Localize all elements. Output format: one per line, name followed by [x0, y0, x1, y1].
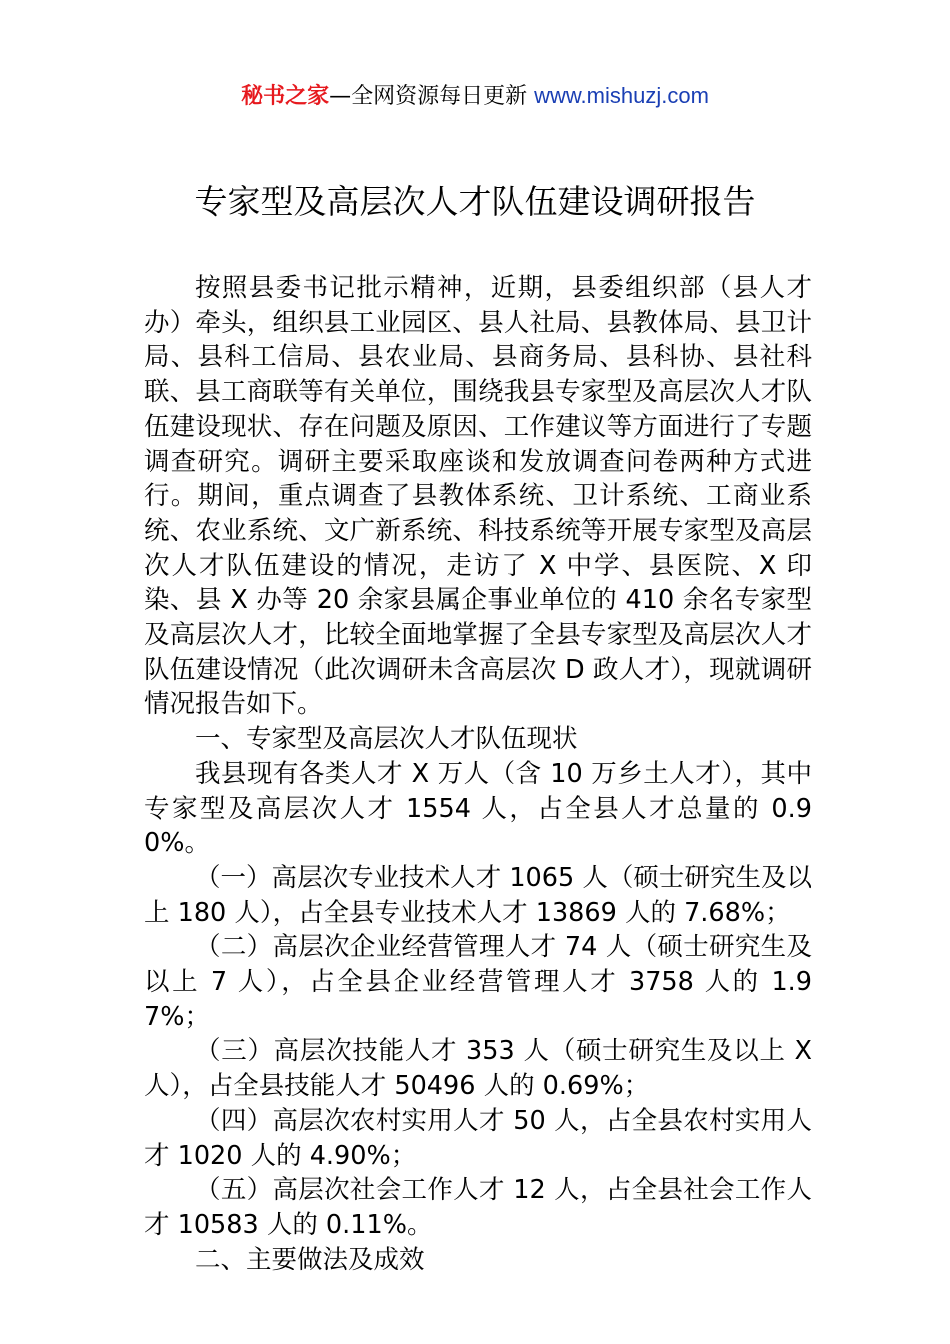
- overview-paragraph: 我县现有各类人才 X 万人（含 10 万乡土人才），其中专家型及高层次人才 1554 人，占全县人才总量的 0.90%。: [144, 758, 812, 859]
- intro-paragraph: 按照县委书记批示精神，近期，县委组织部（县人才办）牵头，组织县工业园区、县人社局、县教体局、县卫计局、县科工信局、县农业局、县商务局、县科协、县社科联、县工商联等有关单位，围绕我县专家型及高层次人才队伍建设现状、存在问题及原因、工作建议等方面进行了专题调查研究。调研主要采取座谈和发放调查问卷两种方式进行。期间，重点调查了县教体系统、卫计系统、工商业系统、农业系统、文广新系统、科技系统等开展专家型及高层次人才队伍建设的情况，走访了 X 中学、县医院、X 印染、县 X 办等 20 余家县属企事业单位的 410 余名专家型及高层次人才，比较全面地掌握了全县专家型及高层次人才队伍建设情况（此次调研未含高层次 D 政人才），现就调研情况报告如下。: [144, 273, 812, 720]
- document-body: [144, 271, 812, 1277]
- section-heading-status: 一、专家型及高层次人才队伍现状: [195, 724, 578, 755]
- list-item-social-work-talent: （五）高层次社会工作人才 12 人，占全县社会工作人才 10583 人的 0.11%。: [144, 1175, 812, 1240]
- section-heading-practices: 二、主要做法及成效: [195, 1244, 425, 1275]
- list-item-management-talent: （二）高层次企业经营管理人才 74 人（硕士研究生及以上 7 人），占全县企业经营管理人才 3758 人的 1.97%；: [144, 932, 812, 1032]
- list-item-rural-talent: （四）高层次农村实用人才 50 人，占全县农村实用人才 1020 人的 4.90%；: [144, 1105, 812, 1171]
- site-header: [0, 80, 950, 113]
- list-item-skilled-talent: （三）高层次技能人才 353 人（硕士研究生及以上 X 人），占全县技能人才 50496 人的 0.69%；: [144, 1036, 812, 1102]
- site-tagline: —全网资源每日更新: [329, 84, 535, 109]
- document-title: 专家型及高层次人才队伍建设调研报告: [194, 182, 756, 221]
- site-url-link[interactable]: www.mishuzj.com: [534, 83, 709, 108]
- site-name: 秘书之家: [241, 84, 330, 109]
- list-item-professional-talent: （一）高层次专业技术人才 1065 人（硕士研究生及以上 180 人），占全县专业技术人才 13869 人的 7.68%；: [144, 862, 812, 928]
